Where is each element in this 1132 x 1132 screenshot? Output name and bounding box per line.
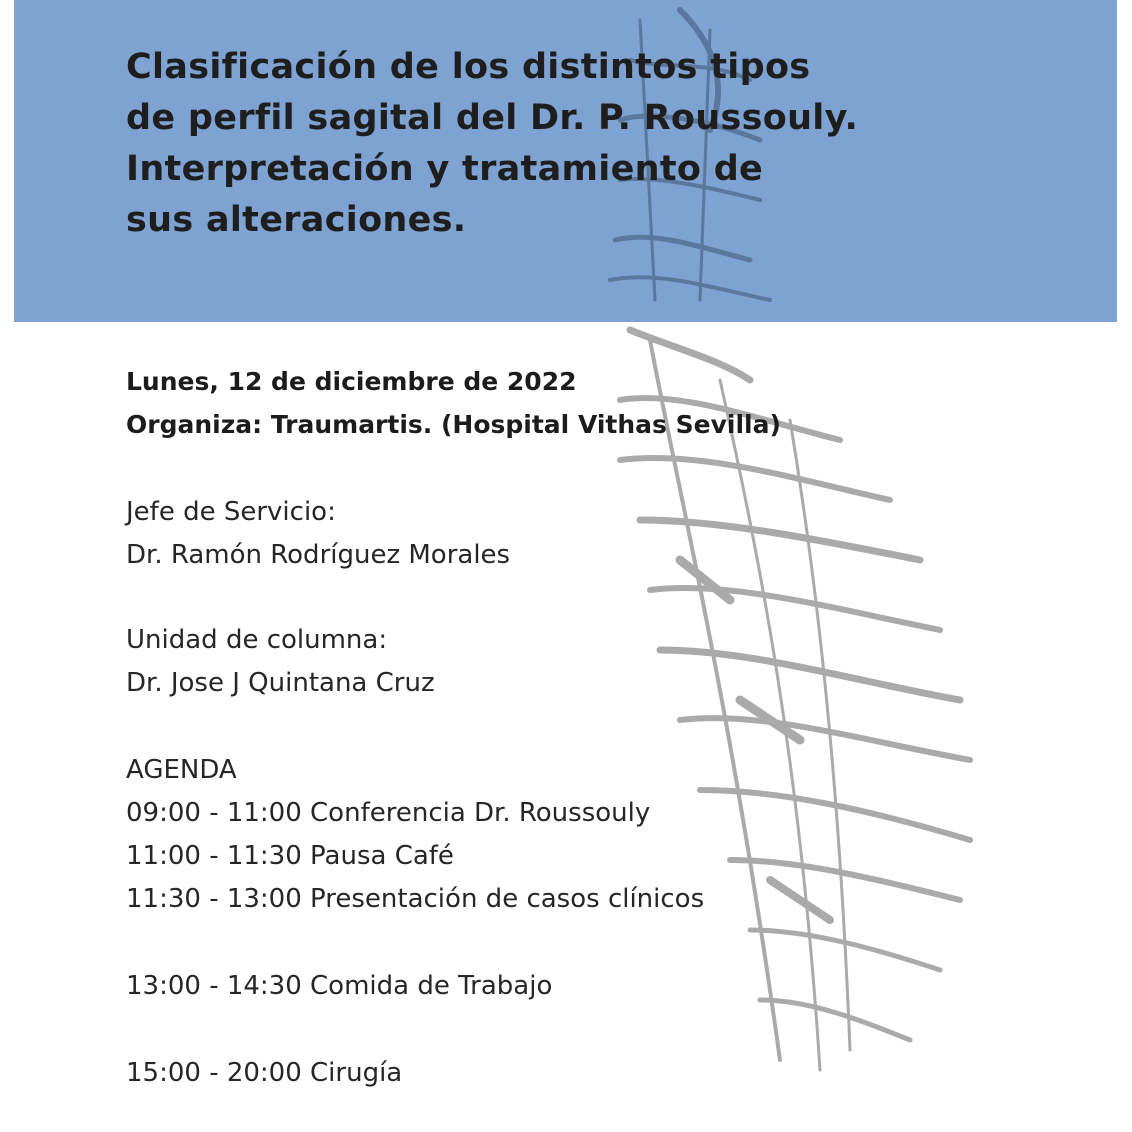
chief-name: Dr. Ramón Rodríguez Morales <box>126 540 511 570</box>
agenda-lunch <box>126 965 1026 1008</box>
title-line: de perfil sagital del Dr. P. Roussouly. <box>126 98 859 138</box>
spine-unit-name: Dr. Jose J Quintana Cruz <box>126 668 435 698</box>
title-line: Interpretación y tratamiento de <box>126 149 764 189</box>
agenda-item: 13:00 - 14:30 Comida de Trabajo <box>126 971 553 1001</box>
event-organizer: Organiza: Traumartis. (Hospital Vithas Sevilla) <box>126 410 781 439</box>
chief-section <box>126 491 1026 577</box>
agenda-item: 15:00 - 20:00 Cirugía <box>126 1058 403 1088</box>
chief-label: Jefe de Servicio: <box>126 497 336 527</box>
agenda-heading: AGENDA <box>126 755 237 785</box>
title-line: Clasificación de los distintos tipos <box>126 47 811 87</box>
spine-unit-label: Unidad de columna: <box>126 625 388 655</box>
event-details <box>126 360 1026 446</box>
title-line: sus alteraciones. <box>126 200 467 240</box>
agenda-section <box>126 749 1026 921</box>
spine-unit-section <box>126 619 1026 705</box>
event-date: Lunes, 12 de diciembre de 2022 <box>126 367 577 396</box>
agenda-item: 11:30 - 13:00 Presentación de casos clínicos <box>126 884 705 914</box>
agenda-item: 09:00 - 11:00 Conferencia Dr. Roussouly <box>126 798 651 828</box>
agenda-item: 11:00 - 11:30 Pausa Café <box>126 841 454 871</box>
agenda-surgery <box>126 1052 1026 1095</box>
event-title <box>126 42 1006 246</box>
